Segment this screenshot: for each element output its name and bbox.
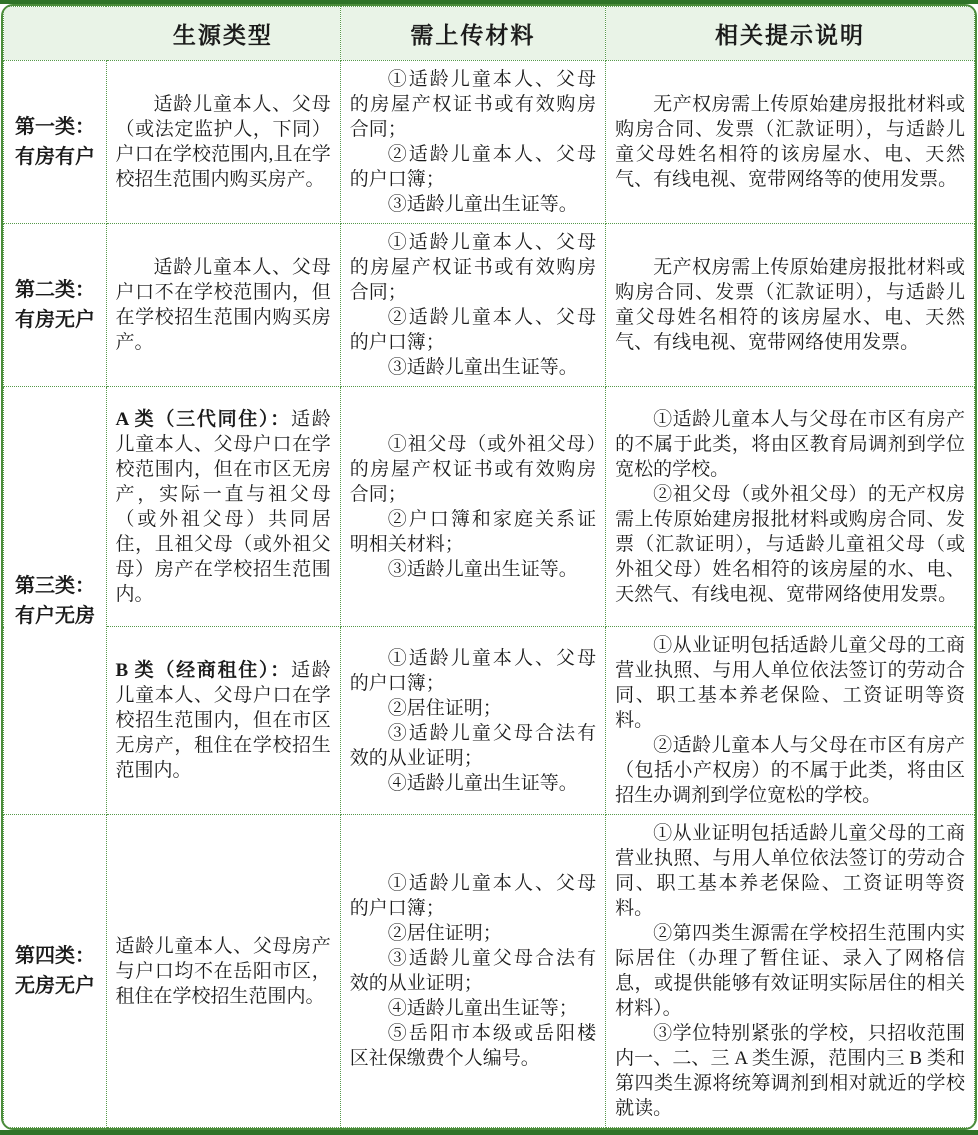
materials-item: ②适龄儿童本人、父母的户口簿； xyxy=(349,307,597,353)
subtype-a-description: 适龄儿童本人、父母户口在学校范围内，但在市区无房产，实际一直与祖父母（或外祖父母）共同居住，且祖父母（或外祖父母）房产在学校招生范围内。 xyxy=(115,408,331,605)
description-text xyxy=(116,658,331,783)
subtype-b-label: B 类（经商租住）： xyxy=(115,660,291,681)
category-line: 第一类： xyxy=(15,116,95,138)
table-row-type2 xyxy=(4,224,975,387)
category-cell xyxy=(4,815,107,1128)
tips-item: ①适龄儿童本人与父母在市区有房产的不属于此类，将由区教育局调剂到学位宽松的学校。 xyxy=(615,408,965,480)
tips-item: 无产权房需上传原始建房报批材料或购房合同、发票（汇款证明），与适龄儿童父母姓名相符的该房屋水、电、天然气、有线电视、宽带网络等的使用发票。 xyxy=(615,94,965,190)
materials-item: ④适龄儿童出生证等。 xyxy=(387,772,578,794)
tips-item: 无产权房需上传原始建房报批材料或购房合同、发票（汇款证明），与适龄儿童父母姓名相符的该房屋水、电、天然气、有线电视、宽带网络使用发票。 xyxy=(615,257,965,353)
materials-item: ②居住证明； xyxy=(387,697,502,719)
materials-cell xyxy=(340,815,605,1128)
tips-item: ②祖父母（或外祖父母）的无产权房需上传原始建房报批材料或购房合同、发票（汇款证明），与适龄儿童祖父母（或外祖父母）姓名相符的该房屋的水、电、天然气、有线电视、宽带网络使用发票。 xyxy=(615,483,965,605)
tips-item: ①从业证明包括适龄儿童父母的工商营业执照、与用人单位依法签订的劳动合同、职工基本养老保险、工资证明等资料。 xyxy=(615,635,965,731)
materials-item: ③适龄儿童出生证等。 xyxy=(387,558,578,580)
category-line: 有房有户 xyxy=(15,146,95,168)
category-line: 第四类： xyxy=(15,945,95,967)
category-line: 有房无户 xyxy=(15,309,95,331)
tips-item: ①从业证明包括适龄儿童父母的工商营业执照、与用人单位依法签订的劳动合同、职工基本养老保险、工资证明等资料。 xyxy=(615,823,965,919)
description-cell xyxy=(106,627,340,815)
header-cell-blank xyxy=(4,7,107,61)
description-cell xyxy=(106,387,340,627)
description-cell xyxy=(106,224,340,387)
materials-item: ④适龄儿童出生证等； xyxy=(387,998,578,1019)
table-row-type4 xyxy=(4,815,975,1128)
category-line: 第三类： xyxy=(15,574,95,597)
category-cell xyxy=(4,387,107,815)
category-line: 第二类： xyxy=(15,279,95,301)
description-text xyxy=(116,407,331,607)
tips-cell xyxy=(606,387,975,627)
description-text: 适龄儿童本人、父母（或法定监护人，下同）户口在学校范围内,且在学校招生范围内购买房产。 xyxy=(115,94,331,190)
tips-item: ②适龄儿童本人与父母在市区有房产（包括小产权房）的不属于此类，将由区招生办调剂到学位宽松的学校。 xyxy=(615,735,965,806)
header-cell-tips: 相关提示说明 xyxy=(606,7,975,61)
tips-cell xyxy=(606,627,975,815)
description-cell xyxy=(106,815,340,1128)
materials-item: ③适龄儿童出生证等。 xyxy=(387,194,578,215)
tips-cell xyxy=(606,61,975,224)
category-cell xyxy=(4,224,107,387)
materials-cell xyxy=(340,224,605,387)
subtype-b-description: 适龄儿童本人、父母户口在学校招生范围内，但在市区无房产，租住在学校招生范围内。 xyxy=(115,660,331,781)
materials-item: ①祖父母（或外祖父母）的房屋产权证书或有效购房合同； xyxy=(349,433,597,505)
header-row xyxy=(4,7,975,61)
materials-item: ②适龄儿童本人、父母的户口簿； xyxy=(349,144,597,190)
description-cell xyxy=(106,61,340,224)
materials-item: ③适龄儿童父母合法有效的从业证明； xyxy=(349,722,597,769)
header-cell-materials: 需上传材料 xyxy=(340,7,605,61)
enrollment-category-table xyxy=(3,6,975,1128)
materials-cell xyxy=(340,627,605,815)
materials-cell xyxy=(340,387,605,627)
header-cell-category: 生源类型 xyxy=(106,7,340,61)
materials-item: ①适龄儿童本人、父母的房屋产权证书或有效购房合同； xyxy=(349,69,597,140)
materials-item: ③适龄儿童父母合法有效的从业证明； xyxy=(349,948,597,994)
materials-item: ②居住证明； xyxy=(387,923,502,944)
subtype-a-label: A 类（三代同住）： xyxy=(115,408,291,430)
category-cell xyxy=(4,61,107,224)
table-row-type3b xyxy=(4,627,975,815)
tips-cell xyxy=(606,815,975,1128)
materials-item: ⑤岳阳市本级或岳阳楼区社保缴费个人编号。 xyxy=(349,1023,597,1069)
materials-item: ①适龄儿童本人、父母的户口簿； xyxy=(349,873,597,919)
table-row-type3a xyxy=(4,387,975,627)
tips-cell xyxy=(606,224,975,387)
table-row-type1 xyxy=(4,61,975,224)
materials-item: ③适龄儿童出生证等。 xyxy=(387,357,578,378)
tips-item: ③学位特别紧张的学校，只招收范围内一、二、三 A 类生源，范围内三 B 类和第四类生源将统筹调剂到相对就近的学校就读。 xyxy=(615,1023,965,1119)
category-line: 无房无户 xyxy=(15,975,95,997)
description-text: 适龄儿童本人、父母户口不在学校范围内，但在学校招生范围内购买房产。 xyxy=(115,257,331,353)
materials-item: ①适龄儿童本人、父母的户口簿； xyxy=(349,647,597,694)
materials-cell xyxy=(340,61,605,224)
description-text: 适龄儿童本人、父母房产与户口均不在岳阳市区，租住在学校招生范围内。 xyxy=(115,935,331,1007)
materials-item: ①适龄儿童本人、父母的房屋产权证书或有效购房合同； xyxy=(349,232,597,303)
category-line: 有户无房 xyxy=(15,604,95,627)
tips-item: ②第四类生源需在学校招生范围内实际居住（办理了暂住证、录入了网格信息，或提供能够有效证明实际居住的相关材料）。 xyxy=(615,923,965,1019)
table-panel xyxy=(1,4,977,1130)
materials-item: ②户口簿和家庭关系证明相关材料； xyxy=(349,508,597,555)
